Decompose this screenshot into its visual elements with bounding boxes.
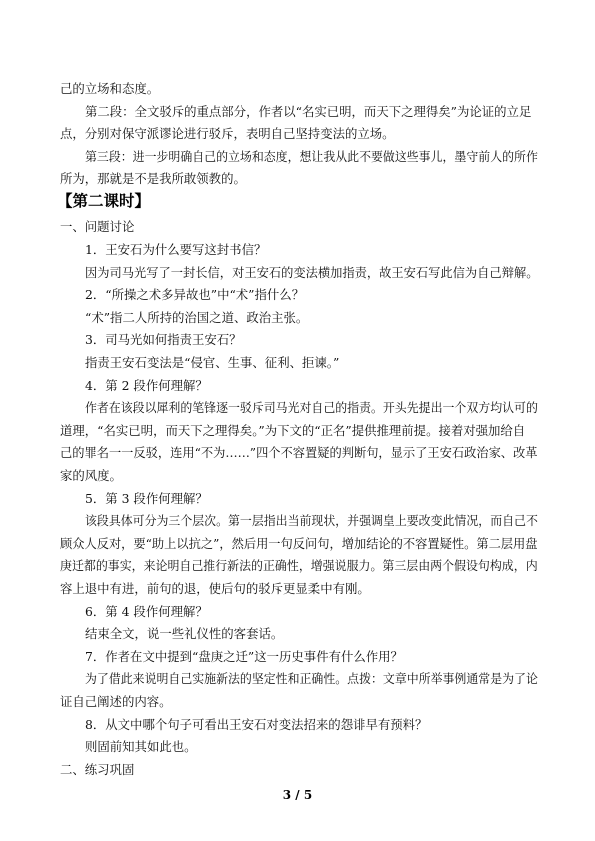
text-line: 第三段：进一步明确自己的立场和态度，想让我从此不要做这些事儿，墨守前人的所作 — [85, 149, 538, 164]
answer-line: 家的风度。 — [60, 468, 122, 483]
answer-line: 作者在该段以犀利的笔锋逐一驳斥司马光对自己的指责。开头先提出一个双方均认可的 — [85, 400, 538, 415]
answer-line: “术”指二人所持的治国之道、政治主张。 — [85, 310, 309, 325]
answer-line: 道理，“名实已明，而天下之理得矣。”为下文的“正名”提供推理前提。接着对强加给自 — [60, 423, 526, 438]
text-line: 点，分别对保守派谬论进行驳斥，表明自己坚持变法的立场。 — [60, 126, 395, 141]
question-line: 6．第 4 段作何理解？ — [85, 604, 208, 619]
text-line: 第二段：全文驳斥的重点部分，作者以“名实已明，而天下之理得矣”为论证的立足 — [85, 104, 532, 119]
answer-line: 证自己阐述的内容。 — [60, 694, 172, 709]
answer-line: 庚迁都的事实，来论明自己推行新法的正确性，增强说服力。第三层由两个假设句构成，内 — [60, 558, 538, 573]
answer-line: 指责王安石变法是“侵官、生事、征利、拒谏。” — [85, 355, 340, 370]
answer-line: 结束全文，说一些礼仪性的客套话。 — [85, 626, 284, 641]
question-line: 4．第 2 段作何理解？ — [85, 378, 208, 393]
question-line: 5．第 3 段作何理解？ — [85, 491, 208, 506]
answer-line: 容上退中有进，前句的退，使后句的驳斥更显柔中有刚。 — [60, 581, 370, 596]
subsection-heading: 二、练习巩固 — [60, 762, 135, 777]
question-line: 8．从文中哪个句子可看出王安石对变法招来的怨诽早有预料？ — [85, 717, 428, 732]
text-line: 己的立场和态度。 — [60, 81, 160, 96]
answer-line: 为了借此来说明自己实施新法的坚定性和正确性。点拨：文章中所举事例通常是为了论 — [85, 671, 538, 686]
answer-line: 因为司马光写了一封长信，对王安石的变法横加指责，故王安石写此信为自己辩解。 — [85, 265, 539, 280]
question-line: 2．“所操之术多异故也”中“术”指什么？ — [85, 287, 305, 302]
answer-line: 则固前知其如此也。 — [85, 739, 197, 754]
question-line: 3．司马光如何指责王安石？ — [85, 332, 242, 347]
section-heading: 【第二课时】 — [57, 191, 151, 210]
answer-line: 该段具体可分为三个层次。第一层指出当前现状，并强调皇上要改变此情况，而自己不 — [85, 513, 538, 528]
question-line: 7．作者在文中提到“盘庚之迁”这一历史事件有什么作用？ — [85, 649, 403, 664]
answer-line: 己的罪名一一反驳，连用“不为……”四个不容置疑的判断句，显示了王安石政治家、改革 — [60, 445, 538, 460]
question-line: 1．王安石为什么要写这封书信？ — [85, 242, 267, 257]
answer-line: 顾众人反对，要“助上以抗之”，然后用一句反问句，增加结论的不容置疑性。第二层用盘 — [60, 536, 538, 551]
text-line: 所为，那就是不是我所敢领教的。 — [60, 171, 246, 186]
page-number: 3 / 5 — [282, 788, 313, 802]
subsection-heading: 一、问题讨论 — [60, 219, 135, 234]
